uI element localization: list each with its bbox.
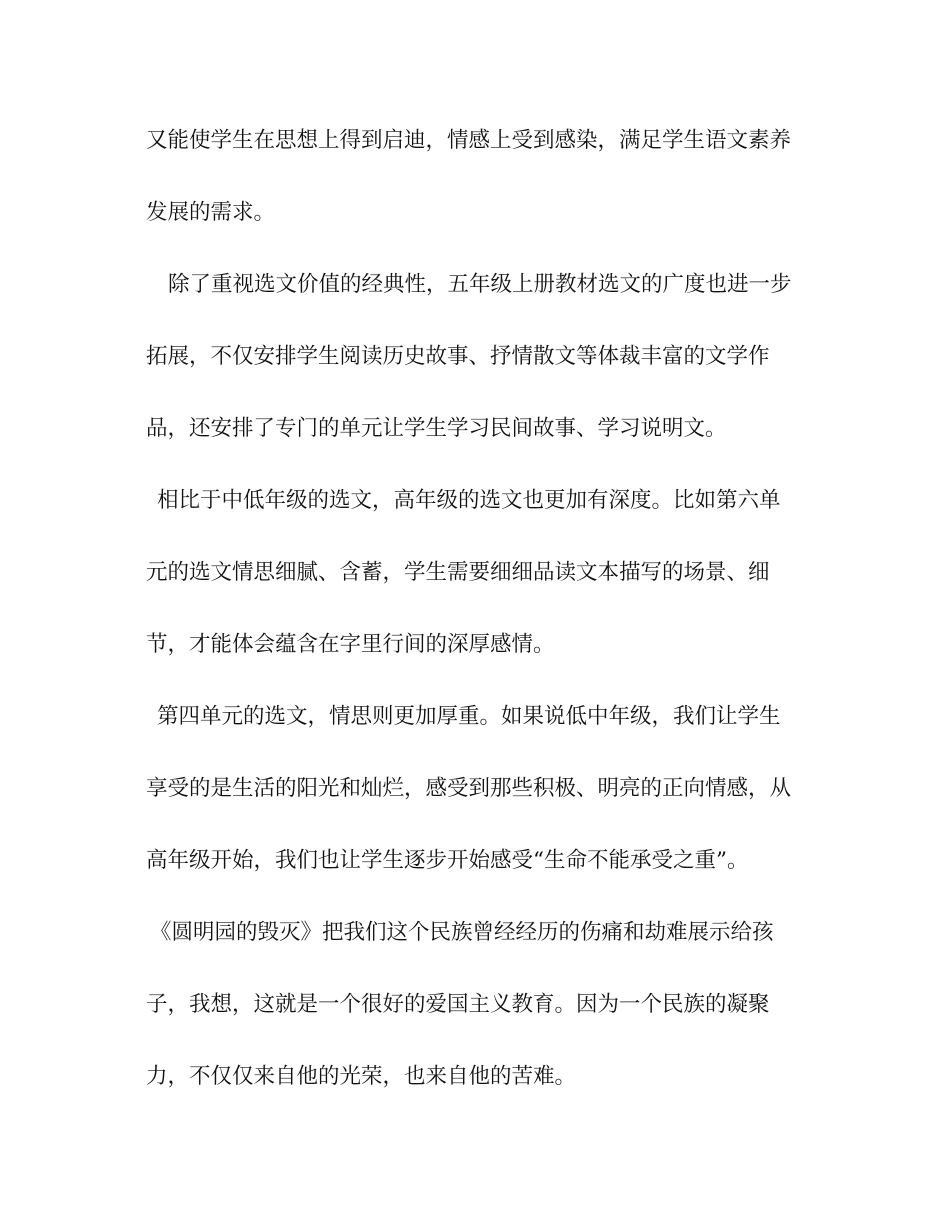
text-line: 高年级开始，我们也让学生逐步开始感受“生命不能承受之重”。 <box>146 848 749 873</box>
paragraph-start-line: 除了重视选文价值的经典性，五年级上册教材选文的广度也进一步 <box>168 272 792 297</box>
text-line: 子，我想，这就是一个很好的爱国主义教育。因为一个民族的凝聚 <box>146 992 770 1017</box>
text-line: 节，才能体会蕴含在字里行间的深厚感情。 <box>146 632 555 657</box>
text-line: 享受的是生活的阳光和灿烂，感受到那些积极、明亮的正向情感，从 <box>146 776 792 801</box>
text-line: 元的选文情思细腻、含蓄，学生需要细细品读文本描写的场景、细 <box>146 560 770 585</box>
paragraph-start-line: 第四单元的选文，情思则更加厚重。如果说低中年级，我们让学生 <box>157 704 781 729</box>
text-line: 又能使学生在思想上得到启迪，情感上受到感染，满足学生语文素养 <box>146 128 792 153</box>
text-line: 发展的需求。 <box>146 200 276 225</box>
text-line: 品，还安排了专门的单元让学生学习民间故事、学习说明文。 <box>146 416 727 441</box>
paragraph-start-line: 《圆明园的毁灭》把我们这个民族曾经经历的伤痛和劫难展示给孩 <box>150 920 774 945</box>
text-line: 拓展，不仅安排学生阅读历史故事、抒情散文等体裁丰富的文学作 <box>146 344 770 369</box>
text-line: 力，不仅仅来自他的光荣，也来自他的苦难。 <box>146 1064 577 1089</box>
paragraph-start-line: 相比于中低年级的选文，高年级的选文也更加有深度。比如第六单 <box>157 488 781 513</box>
